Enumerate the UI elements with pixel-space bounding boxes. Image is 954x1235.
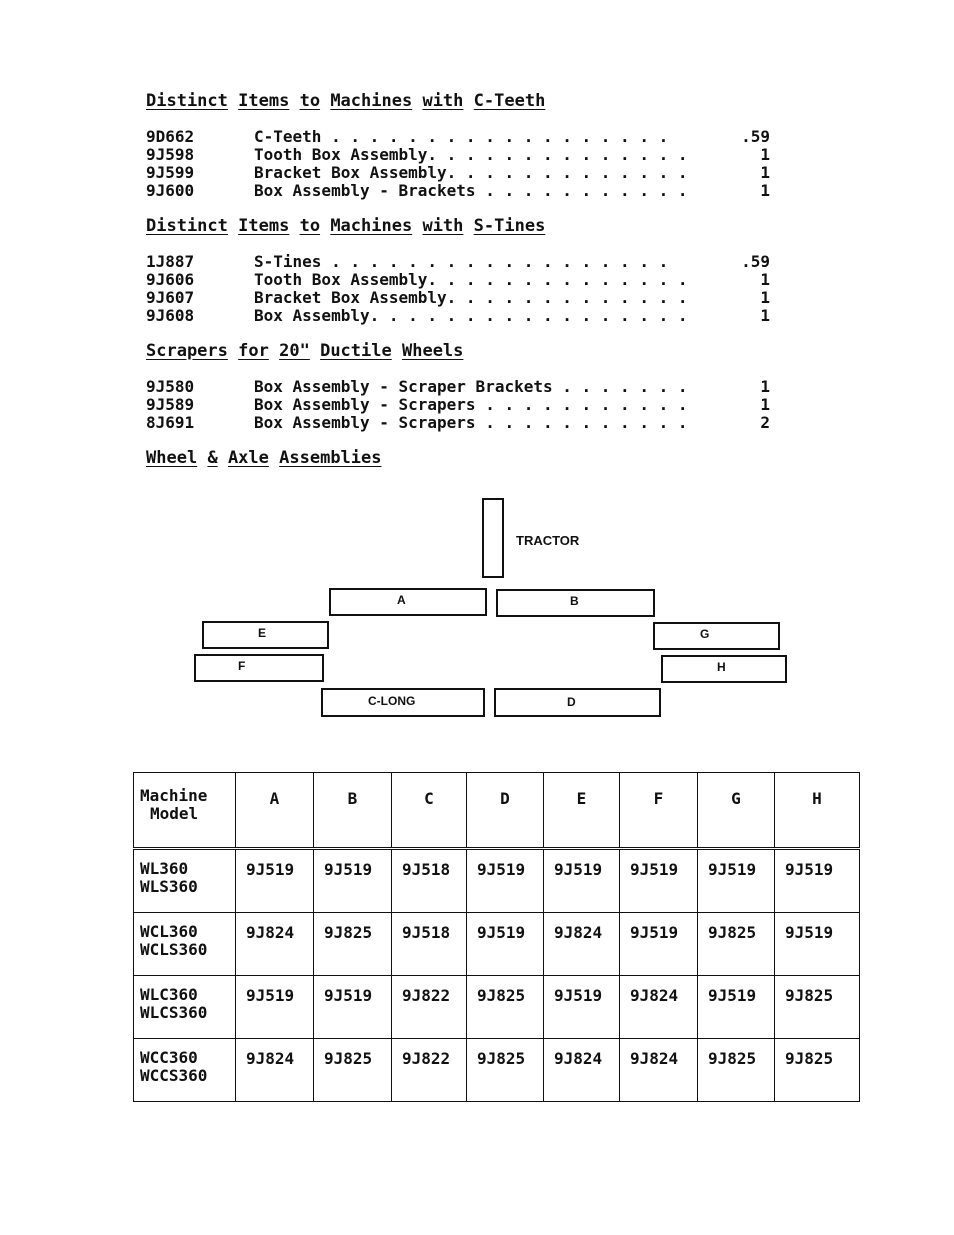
part-description: Tooth Box Assembly. . . . . . . . . . . . . . [254,270,688,289]
header-column: F [620,773,698,849]
part-row [146,414,770,432]
heading-word: Scrapers [146,341,228,361]
model-name: WLC360 [140,985,198,1004]
part-row [146,182,770,200]
table-cell: 9J825 [775,1039,860,1102]
part-row [146,271,770,289]
part-quantity: 2 [760,413,770,432]
heading-word: to [299,91,321,111]
section-heading-s-tines [146,216,545,236]
part-row [146,289,770,307]
table-cell: 9J519 [775,913,860,976]
heading-word: & [207,448,218,468]
part-code: 9J607 [146,288,195,307]
wheel-position-b [496,589,655,617]
table-cell: 9J824 [620,976,698,1039]
table-cell: 9J825 [698,1039,775,1102]
model-cell [134,1039,236,1102]
model-name: WCCS360 [140,1066,208,1085]
table-cell: 9J519 [620,849,698,913]
table-cell: 9J824 [236,913,314,976]
part-description: Tooth Box Assembly. . . . . . . . . . . . . . [254,145,688,164]
table-cell: 9J825 [314,913,392,976]
heading-word: for [238,341,269,361]
table-row [134,1039,860,1102]
part-quantity: 1 [760,306,770,325]
table-cell: 9J519 [236,976,314,1039]
header-model-line: Machine [140,786,208,805]
heading-word: Assemblies [279,448,382,468]
table-cell: 9J518 [392,913,467,976]
heading-word: Ductile [320,341,392,361]
part-code: 9J598 [146,145,195,164]
wheel-position-c-long [321,688,485,717]
table-cell: 9J519 [544,976,620,1039]
part-code: 8J691 [146,413,195,432]
part-description: Box Assembly - Brackets . . . . . . . . . . . [254,181,688,200]
heading-word: Distinct [146,216,228,236]
part-description: Box Assembly - Scrapers . . . . . . . . . . . [254,413,688,432]
wheel-position-f [194,654,324,682]
heading-word: C-Teeth [473,91,546,111]
table-cell: 9J519 [236,849,314,913]
part-code: 9J589 [146,395,195,414]
part-quantity: 1 [760,377,770,396]
heading-word: with [422,91,464,111]
part-description: Bracket Box Assembly. . . . . . . . . . . . . [254,288,688,307]
part-code: 9D662 [146,127,195,146]
table-header-row [134,773,860,849]
part-row [146,396,770,414]
model-name: WCL360 [140,922,198,941]
wheel-position-a [329,588,487,616]
table-row [134,976,860,1039]
heading-word: Wheel [146,448,198,468]
part-description: S-Tines . . . . . . . . . . . . . . . . . . [254,252,669,271]
table-cell: 9J824 [544,1039,620,1102]
heading-word: Machines [330,216,413,236]
table-cell: 9J519 [698,849,775,913]
part-description: Box Assembly - Scrapers . . . . . . . . . . . [254,395,688,414]
table-cell: 9J825 [698,913,775,976]
part-quantity: 1 [760,181,770,200]
wheel-position-g [653,622,780,650]
table-cell: 9J825 [467,976,544,1039]
part-code: 9J608 [146,306,195,325]
heading-word: Wheels [401,341,464,361]
wheel-label-g: G [700,627,710,641]
part-description: C-Teeth . . . . . . . . . . . . . . . . . . [254,127,669,146]
part-quantity: 1 [760,395,770,414]
wheel-label-a: A [397,593,406,607]
table-cell: 9J824 [620,1039,698,1102]
part-quantity: 1 [760,145,770,164]
wheel-position-e [202,621,329,649]
table-cell: 9J519 [544,849,620,913]
table-cell: 9J519 [620,913,698,976]
part-quantity: .59 [741,127,770,146]
table-row [134,849,860,913]
model-name: WCC360 [140,1048,198,1067]
model-cell [134,976,236,1039]
table-cell: 9J519 [698,976,775,1039]
tractor-label: TRACTOR [516,533,580,548]
part-row [146,146,770,164]
table-cell: 9J519 [314,976,392,1039]
heading-word: with [422,216,464,236]
part-row [146,307,770,325]
part-code: 9J606 [146,270,195,289]
header-column: A [236,773,314,849]
heading-word: Axle [227,448,269,468]
part-code: 9J580 [146,377,195,396]
part-quantity: 1 [760,270,770,289]
part-description: Box Assembly - Scraper Brackets . . . . . . . [254,377,688,396]
wheel-label-e: E [258,626,267,640]
table-cell: 9J822 [392,1039,467,1102]
part-description: Box Assembly. . . . . . . . . . . . . . . . . [254,306,688,325]
wheel-position-h [661,655,787,683]
model-name: WLS360 [140,877,198,896]
tractor-outline [482,498,504,578]
model-name: WL360 [140,859,189,878]
part-quantity: .59 [741,252,770,271]
table-cell: 9J825 [775,976,860,1039]
model-name: WLCS360 [140,1003,208,1022]
table-cell: 9J518 [392,849,467,913]
part-code: 9J600 [146,181,195,200]
heading-word: Items [238,216,290,236]
table-cell: 9J519 [314,849,392,913]
section-heading-scrapers [146,341,463,361]
heading-word: S-Tines [473,216,546,236]
table-cell: 9J822 [392,976,467,1039]
section-heading-wheel-axle [146,448,382,468]
heading-word: to [299,216,321,236]
wheel-label-b: B [570,594,579,608]
header-column: B [314,773,392,849]
model-name: WCLS360 [140,940,208,959]
wheel-label-h: H [717,660,726,674]
header-model-line: Model [150,804,199,823]
table-cell: 9J825 [314,1039,392,1102]
header-column: D [467,773,544,849]
heading-word: 20" [279,341,310,361]
wheel-label-c-long: C-LONG [368,694,416,708]
header-column: G [698,773,775,849]
table-cell: 9J519 [467,849,544,913]
table-cell: 9J824 [236,1039,314,1102]
part-row [146,164,770,182]
header-machine-model [134,773,236,849]
table-row [134,913,860,976]
model-cell [134,849,236,913]
part-row [146,378,770,396]
part-code: 1J887 [146,252,195,271]
wheel-label-d: D [567,695,576,709]
table-cell: 9J824 [544,913,620,976]
wheel-assembly-table [133,772,860,1102]
table-cell: 9J519 [467,913,544,976]
header-column: H [775,773,860,849]
wheel-position-d [494,688,661,717]
wheel-label-f: F [238,659,246,673]
part-row [146,128,770,146]
table-cell: 9J825 [467,1039,544,1102]
heading-word: Items [238,91,290,111]
header-column: E [544,773,620,849]
table-cell: 9J519 [775,849,860,913]
part-code: 9J599 [146,163,195,182]
part-quantity: 1 [760,163,770,182]
part-quantity: 1 [760,288,770,307]
section-heading-c-teeth [146,91,545,111]
heading-word: Machines [330,91,413,111]
part-description: Bracket Box Assembly. . . . . . . . . . . . . [254,163,688,182]
heading-word: Distinct [146,91,228,111]
header-column: C [392,773,467,849]
model-cell [134,913,236,976]
part-row [146,253,770,271]
